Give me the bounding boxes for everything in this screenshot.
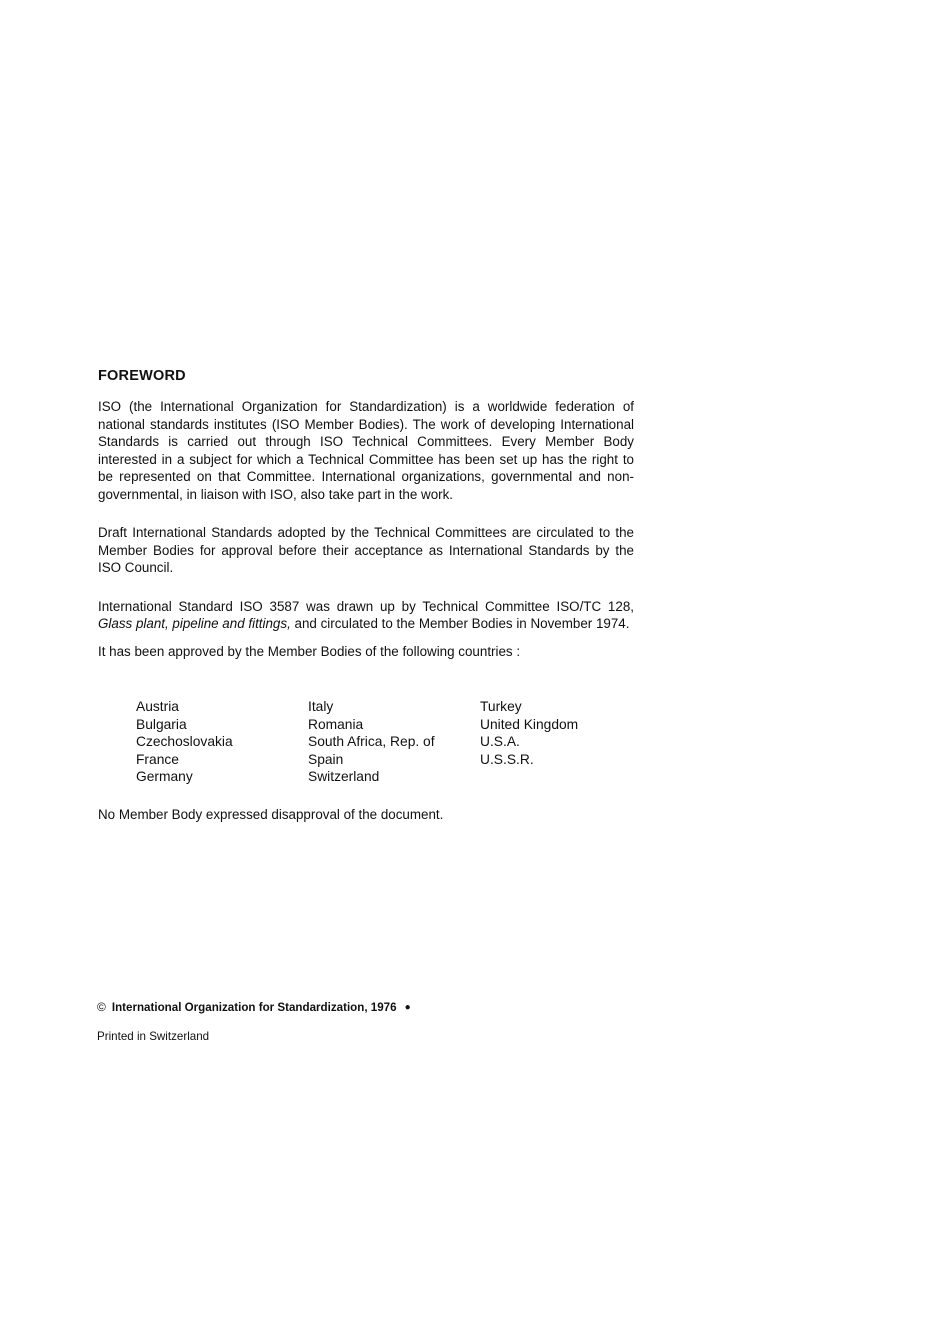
country-item: South Africa, Rep. of	[308, 734, 435, 750]
paragraph-3-text-start: International Standard ISO 3587 was drawn up by Technical Committee ISO/TC 128,	[98, 598, 634, 614]
foreword-paragraph-4: It has been approved by the Member Bodies of the following countries :	[98, 643, 521, 659]
printed-location: Printed in Switzerland	[97, 1030, 210, 1043]
disapproval-statement: No Member Body expressed disapproval of the document.	[98, 807, 444, 822]
country-item: Spain	[308, 751, 344, 767]
foreword-paragraph-1: ISO (the International Organization for Standardization) is a worldwide federation of national standards institutes (ISO Member Bodies). The work of developing International Standards is carried out through ISO Technical Committees. Every Member Body interested in a subject for which a Technical Committee has been set up has the right to be represented on that Committee. International organizations, governmental and non-governmental, in liaison with ISO, also take part in the work.	[98, 399, 634, 502]
country-item: Switzerland	[308, 769, 380, 785]
copyright-icon: ©	[97, 1000, 106, 1014]
foreword-paragraph-2: Draft International Standards adopted by the Technical Committees are circulated to the Member Bodies for approval before their acceptance as International Standards by the ISO Council.	[98, 525, 634, 575]
country-item: U.S.S.R.	[480, 751, 534, 767]
committee-title: Glass plant, pipeline and fittings,	[98, 616, 291, 631]
foreword-paragraph-3	[98, 598, 634, 633]
copyright-text: International Organization for Standardization, 1976	[111, 1001, 397, 1014]
country-item: Romania	[308, 716, 364, 732]
country-column-3	[480, 698, 620, 786]
country-column-1	[136, 698, 308, 786]
country-list	[136, 698, 620, 786]
country-item: Austria	[136, 699, 179, 714]
foreword-heading: FOREWORD	[98, 368, 186, 384]
country-item: Turkey	[480, 699, 522, 714]
country-item: Germany	[136, 769, 193, 785]
bullet-icon: ●	[404, 1002, 411, 1013]
country-item: Bulgaria	[136, 716, 187, 732]
country-item: Czechoslovakia	[136, 734, 233, 750]
copyright-line	[97, 1000, 411, 1015]
country-item: Italy	[308, 699, 334, 714]
paragraph-3-text-end: and circulated to the Member Bodies in November 1974.	[290, 616, 630, 631]
country-item: U.S.A.	[480, 734, 520, 750]
country-column-2	[308, 698, 480, 786]
country-item: United Kingdom	[480, 716, 579, 732]
foreword-section	[98, 367, 634, 671]
country-item: France	[136, 751, 179, 767]
